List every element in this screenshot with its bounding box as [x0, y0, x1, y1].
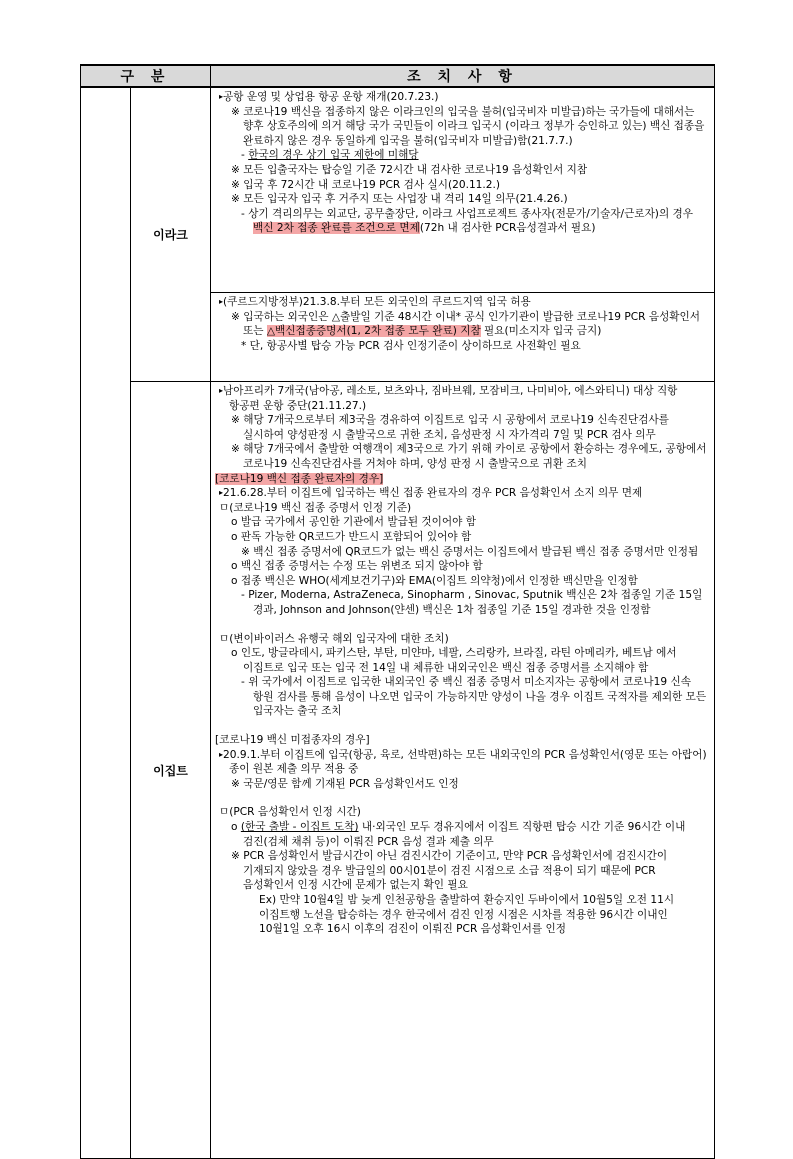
table-header-row [81, 65, 715, 87]
iraq-measures-1 [211, 87, 715, 293]
list-item: o 인도, 방글라데시, 파키스탄, 부탄, 미얀마, 네팔, 스리랑카, 브라질, 라틴 아메리카, 베트남 에서 이집트로 입국 또는 입국 전 14일 내 체류한 내외국인은 백신 접종 증명서를 소지해야 함 [231, 647, 680, 674]
egypt-measures [211, 382, 715, 1159]
list-item: ※ 모든 입국자 입국 후 거주지 또는 사업장 내 격리 14일 의무(21.4.26.) [231, 193, 568, 206]
triangle-bullet-icon: ▸ [219, 297, 224, 306]
list-item: ※ PCR 음성확인서 발급시간이 아닌 검진시간이 기준이고, 만약 PCR 음성확인서에 검진시간이 기재되지 않았을 경우 발급일의 00시01분이 검진 시점으로 소급 적용이 되기 때문에 PCR 음성확인서 인정 시간에 문제가 없는지 확인 필요 [231, 850, 671, 892]
list-item: ※ 국문/영문 함께 기재된 PCR 음성확인서도 인정 [231, 777, 459, 790]
triangle-bullet-icon: ▸ [219, 386, 224, 395]
list-item: ▸남아프리카 7개국(남아공, 레소토, 보츠와나, 짐바브웨, 모잠비크, 나미비아, 에스와티니) 대상 직항 항공편 운항 중단(21.11.27.) [219, 385, 681, 412]
list-item: ※ 입국하는 외국인은 △출발일 기준 48시간 이내* 공식 인가기관이 발급한 코로나19 PCR 음성확인서 또는 △백신접종증명서(1, 2차 접종 모두 완료) 지참 필요(미소지자 입국 금지) [231, 310, 704, 338]
list-item: ▸21.6.28.부터 이집트에 입국하는 백신 접종 완료자의 경우 PCR 음성확인서 소지 의무 면제 [219, 487, 643, 500]
list-item: ㅁ(PCR 음성확인서 인정 시간) [219, 806, 361, 819]
table-row-iraq [81, 87, 715, 293]
list-item: ※ 백신 접종 증명서에 QR코드가 없는 백신 증명서는 이집트에서 발급된 백신 접종 증명서만 인정됨 [241, 545, 699, 558]
list-item: - 상기 격리의무는 외교단, 공무출장단, 이라크 사업프로젝트 종사자(전문가/기술자/근로자)의 경우 백신 2차 접종 완료를 조건으로 면제(72h 내 검사한 PCR음성결과서 필요) [241, 207, 697, 235]
list-item: - 한국의 경우 상기 입국 제한에 미해당 [241, 149, 419, 162]
list-item: ※ 해당 7개국에서 출발한 여행객이 제3국으로 가기 위해 카이로 공항에서 환승하는 경우에도, 공항에서 코로나19 신속진단검사를 거쳐야 하며, 양성 판정 시 출발국으로 귀환 조치 [231, 443, 710, 470]
list-item: - 위 국가에서 이집트로 입국한 내외국인 중 백신 접종 증명서 미소지자는 공항에서 코로나19 신속 항원 검사를 통해 음성이 나오면 입국이 가능하지만 양성이 나올 경우 이집트 국적자를 제외한 모든 입국자는 출국 조치 [241, 676, 710, 718]
list-item: * 단, 항공사별 탑승 가능 PCR 검사 인정기준이 상이하므로 사전확인 필요 [241, 339, 581, 352]
iraq-measures-2 [211, 293, 715, 382]
triangle-bullet-icon: ▸ [219, 488, 224, 498]
list-item: ▸공항 운영 및 상업용 항공 운항 재개(20.7.23.) [219, 91, 439, 103]
country-egypt: 이집트 [131, 382, 211, 1159]
list-item: ㅁ(변이바이러스 유행국 해외 입국자에 대한 조치) [219, 632, 449, 645]
list-item: o 백신 접종 증명서는 수정 또는 위변조 되지 않아야 함 [231, 560, 483, 573]
list-item: o (한국 출발 - 이집트 도착) 내·외국인 모두 경유지에서 이집트 직항편 탑승 시간 기준 96시간 이내 검진(검체 채취 등)이 이뤄진 PCR 음성 결과 제출 의무 [231, 821, 689, 848]
header-category: 구 분 [81, 65, 211, 87]
country-iraq: 이라크 [131, 87, 211, 382]
spacer [215, 791, 708, 805]
list-item: ※ 코로나19 백신을 접종하지 않은 이라크인의 입국을 불허(입국비자 미발급)하는 국가들에 대해서는 향후 상호주의에 의거 해당 국가 국민들이 이라크 입국시 (이라크 정부가 승인하고 있는) 백신 접종을 완료하지 않은 경우 동일하게 입국을 불허(입국비자 미발급)함(21.7.7.) [231, 105, 708, 147]
list-item: ※ 모든 입출국자는 탑승일 기준 72시간 내 검사한 코로나19 음성확인서 지참 [231, 163, 588, 176]
list-item: ▸(쿠르드지방정부)21.3.8.부터 모든 외국인의 쿠르드지역 입국 허용 [219, 296, 531, 308]
spacer [215, 618, 708, 632]
measures-table [80, 64, 715, 1159]
region-cell [81, 87, 131, 1159]
list-item: o 판독 가능한 QR코드가 반드시 포함되어 있어야 함 [231, 530, 472, 543]
table-row-egypt [81, 382, 715, 1159]
list-item: Ex) 만약 10월4일 밤 늦게 인천공항을 출발하여 환승지인 두바이에서 10월5일 오전 11시 이집트행 노선을 탑승하는 경우 한국에서 검진 인정 시점은 시차를 적용한 96시간 이내인 10월1일 오후 16시 이후의 검진이 이뤄진 PCR 음성확인서를 인정 [259, 894, 678, 936]
list-item: ㅁ(코로나19 백신 접종 증명서 인정 기준) [219, 501, 412, 514]
highlight: △백신접종증명서(1, 2차 접종 모두 완료) 지참 [266, 325, 481, 338]
header-measures: 조 치 사 항 [211, 65, 715, 87]
highlight: 백신 2차 접종 완료를 조건으로 면제 [253, 222, 420, 235]
triangle-bullet-icon: ▸ [219, 92, 224, 101]
section-title-vaccinated: [코로나19 백신 접종 완료자의 경우] [215, 472, 384, 485]
list-item: ※ 해당 7개국으로부터 제3국을 경유하여 이집트로 입국 시 공항에서 코로나19 신속진단검사를 실시하여 양성판정 시 출발국으로 귀한 조치, 음성판정 시 자가격리 7일 및 PCR 검사 의무 [231, 414, 673, 441]
list-item: ※ 입국 후 72시간 내 코로나19 PCR 검사 실시(20.11.2.) [231, 178, 501, 191]
spacer [215, 719, 708, 733]
list-item: ▸20.9.1.부터 이집트에 입국(항공, 육로, 선박편)하는 모든 내외국인의 PCR 음성확인서(영문 또는 아랍어) 종이 원본 제출 의무 적용 중 [219, 748, 710, 776]
triangle-bullet-icon: ▸ [219, 749, 224, 759]
list-item: - Pizer, Moderna, AstraZeneca, Sinopharm , Sinovac, Sputnik 백신은 2차 접종일 기준 15일 경과, Johnson and Johnson(얀센) 백신은 1차 접종일 기준 15일 경과한 것을 인정함 [241, 589, 706, 616]
list-item: o 접종 백신은 WHO(세계보건기구)와 EMA(이집트 의약청)에서 인정한 백신만을 인정함 [231, 574, 638, 587]
section-title-unvaccinated: [코로나19 백신 미접종자의 경우] [215, 734, 370, 747]
list-item: o 발급 국가에서 공인한 기관에서 발급된 것이어야 함 [231, 516, 476, 529]
